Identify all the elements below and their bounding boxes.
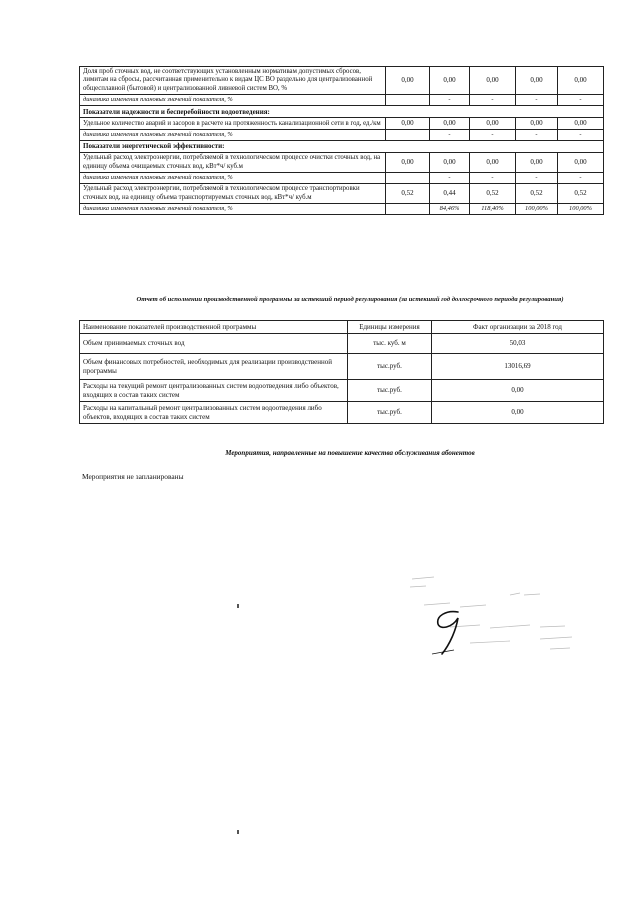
value-cell: - xyxy=(470,95,516,106)
report-row-unit: тыс.руб. xyxy=(348,354,432,380)
value-cell: 0,00 xyxy=(558,118,604,130)
dynamics-label: динамика изменения плановых значений показателя, % xyxy=(80,204,386,215)
value-cell: - xyxy=(470,130,516,141)
value-cell xyxy=(386,204,430,215)
value-cell: 0,00 xyxy=(516,118,558,130)
report-row-unit: тыс.руб. xyxy=(348,380,432,402)
report-row-name: Объем принимаемых сточных вод xyxy=(80,334,348,354)
report-row xyxy=(80,334,604,354)
dynamics-label: динамика изменения плановых значений показателя, % xyxy=(80,130,386,141)
value-cell: - xyxy=(470,173,516,184)
scan-speck xyxy=(237,604,239,608)
report-header-name: Наименование показателей производственной программы xyxy=(80,321,348,334)
value-cell: - xyxy=(430,95,470,106)
indicators-table xyxy=(79,66,604,215)
section-row xyxy=(80,141,604,153)
value-cell: 0,00 xyxy=(516,153,558,173)
value-cell: 0,00 xyxy=(386,118,430,130)
value-cell: 0,00 xyxy=(430,118,470,130)
section-heading: Показатели энергетической эффективности: xyxy=(80,141,604,153)
indicator-label: Удельное количество аварий и засоров в расчете на протяженность канализационной сети в год, ед./км xyxy=(80,118,386,130)
value-cell: - xyxy=(558,130,604,141)
value-cell: 0,00 xyxy=(558,153,604,173)
indicators-table-body xyxy=(80,67,604,215)
dynamics-row xyxy=(80,204,604,215)
value-cell: - xyxy=(558,95,604,106)
value-cell: - xyxy=(516,130,558,141)
dynamics-row xyxy=(80,130,604,141)
report-row-unit: тыс.руб. xyxy=(348,402,432,424)
measures-title: Мероприятия, направленные на повышение качества обслуживания абонентов xyxy=(225,449,475,457)
section-heading: Показатели надежности и бесперебойности водоотведения: xyxy=(80,106,604,118)
report-row-value: 0,00 xyxy=(432,380,604,402)
value-cell: 0,00 xyxy=(470,67,516,95)
indicator-row xyxy=(80,67,604,95)
dynamics-row xyxy=(80,95,604,106)
value-cell xyxy=(386,95,430,106)
report-row-value: 0,00 xyxy=(432,402,604,424)
value-cell: 0,00 xyxy=(558,67,604,95)
dynamics-label: динамика изменения плановых значений показателя, % xyxy=(80,95,386,106)
value-cell: 0,00 xyxy=(430,67,470,95)
value-cell: 84,46% xyxy=(430,204,470,215)
report-row xyxy=(80,402,604,424)
value-cell: 100,00% xyxy=(558,204,604,215)
indicator-row xyxy=(80,153,604,173)
value-cell: 100,00% xyxy=(516,204,558,215)
dynamics-row xyxy=(80,173,604,184)
dynamics-label: динамика изменения плановых значений показателя, % xyxy=(80,173,386,184)
value-cell: 0,00 xyxy=(430,153,470,173)
value-cell: 0,00 xyxy=(386,67,430,95)
measures-text: Мероприятия не запланированы xyxy=(82,472,184,481)
value-cell xyxy=(386,173,430,184)
report-row-name: Расходы на капитальный ремонт централизованных систем водоотведения либо объектов, входящих в состав таких систем xyxy=(80,402,348,424)
value-cell: 0,00 xyxy=(470,118,516,130)
value-cell: - xyxy=(430,130,470,141)
value-cell: - xyxy=(516,95,558,106)
value-cell: 0,52 xyxy=(386,184,430,204)
value-cell: - xyxy=(430,173,470,184)
indicator-row xyxy=(80,184,604,204)
value-cell: 0,00 xyxy=(470,153,516,173)
report-header-fact: Факт организации за 2018 год xyxy=(432,321,604,334)
report-row xyxy=(80,354,604,380)
report-row-unit: тыс. куб. м xyxy=(348,334,432,354)
report-row xyxy=(80,380,604,402)
value-cell: - xyxy=(516,173,558,184)
value-cell: 0,52 xyxy=(558,184,604,204)
report-table xyxy=(79,320,604,424)
indicator-label: Доля проб сточных вод, не соответствующих установленным нормативам допустимых сбросов, лимитам на сбросы, рассчитанная применительно к видам ЦС ВО раздельно для централизованной общесплавной (бытовой) и централизованной ливневой систем ВО, % xyxy=(80,67,386,95)
value-cell: 0,52 xyxy=(470,184,516,204)
value-cell: 0,00 xyxy=(516,67,558,95)
value-cell xyxy=(386,130,430,141)
value-cell: 0,44 xyxy=(430,184,470,204)
report-title: Отчет об исполнении производственной программы за истекший период регулирования (за истекший год долгосрочного периода регулирования) xyxy=(136,296,564,303)
report-row-value: 50,03 xyxy=(432,334,604,354)
indicator-label: Удельный расход электроэнергии, потребляемой в технологическом процессе очистки сточных вод, на единицу объема очищаемых сточных вод, кВт*ч/ куб.м xyxy=(80,153,386,173)
report-row-name: Расходы на текущий ремонт централизованных систем водоотведения либо объектов, входящих в состав таких систем xyxy=(80,380,348,402)
indicator-row xyxy=(80,118,604,130)
section-row xyxy=(80,106,604,118)
value-cell: 0,00 xyxy=(386,153,430,173)
value-cell: - xyxy=(558,173,604,184)
report-header-row xyxy=(80,321,604,334)
report-row-value: 13016,69 xyxy=(432,354,604,380)
report-header-unit: Единицы измерения xyxy=(348,321,432,334)
indicator-label: Удельный расход электроэнергии, потребляемой в технологическом процессе транспортировки сточных вод, на единицу объема транспортируемых сточных вод, кВт*ч/ куб.м xyxy=(80,184,386,204)
value-cell: 118,40% xyxy=(470,204,516,215)
signature xyxy=(420,600,480,660)
value-cell: 0,52 xyxy=(516,184,558,204)
scan-speck xyxy=(237,830,239,834)
report-row-name: Объем финансовых потребностей, необходимых для реализации производственной программы xyxy=(80,354,348,380)
